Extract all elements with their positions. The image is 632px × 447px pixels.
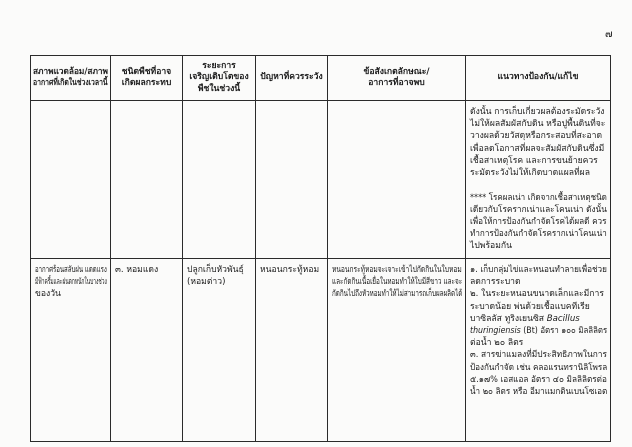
cell-environment (31, 259, 111, 442)
text-line: วางผลด้วยวัสดุหรือกระสอบที่สะอาด (470, 131, 603, 142)
text-line (470, 325, 608, 337)
scientific-name: thuringiensis (470, 326, 521, 337)
text-line: ทำการป้องกันกำจัดโรครากเน่าโคนเน่า (470, 229, 607, 240)
header-line: ข้อสังเกตลักษณะ/ (363, 66, 430, 77)
header-growth-stage (183, 56, 256, 101)
cell-prevention (466, 101, 611, 259)
header-row (31, 56, 611, 101)
header-line: ชนิดพืชที่อาจ (121, 66, 172, 77)
text-line: **** โรคผลเน่า เกิดจากเชื้อสาเหตุชนิด (470, 192, 607, 203)
text-line: ๕.๑๗% เอสแอล อัตรา ๔๐ มิลลิลิตรต่อ (470, 374, 607, 385)
text-line: ๑. เก็บกลุ่มไข่และหนอนทำลายเพื่อช่วย (470, 265, 607, 275)
paragraph (470, 192, 607, 253)
header-line: เกิดผลกระทบ (121, 78, 172, 88)
cell-prevention (466, 259, 611, 442)
header-line: ปัญหาที่ควรระวัง (260, 72, 323, 83)
cell-problem (256, 101, 328, 259)
header-line: แนวทางป้องกัน/แก้ไข (497, 72, 579, 83)
table-row (31, 101, 611, 259)
text-line: อากาศร้อนสลับฝน แดดแรง (35, 265, 107, 275)
text-line: มีฟ้าครึ้มและฝนตกหนักในบางช่วง (35, 277, 107, 288)
header-crop (111, 56, 183, 101)
cell-symptoms (328, 259, 466, 442)
text-line: ลดการระบาด (470, 277, 521, 288)
header-environment (31, 56, 111, 101)
scientific-name: Bacillus (546, 313, 580, 324)
paragraph (470, 106, 607, 179)
text-line: ไปพร้อมกัน (470, 241, 512, 252)
text-span: บาซิลลัส ทูริงเยนซิส (470, 313, 545, 324)
text-line: ต่อน้ำ ๒๐ ลิตร (470, 338, 524, 349)
cell-crop (111, 101, 183, 259)
text-span: (Bt) อัตรา ๑๐๐ มิลลิลิตร (523, 326, 608, 337)
header-prevention (466, 56, 611, 101)
header-line: ระยะการ (202, 60, 236, 71)
text-line: ระมัดระวังไม่ให้เกิดบาดแผลที่ผล (470, 168, 590, 179)
text-line: น้ำ ๒๐ ลิตร หรือ อีมาแมกตินเบนโซเอต (470, 387, 608, 398)
text-line: ๓. หอมแดง (115, 265, 159, 275)
text-line: ของวัน (35, 289, 61, 300)
text-line: เพื่อให้การป้องกันกำจัดโรคได้ผลดี ควร (470, 217, 607, 228)
text-line: เชื้อสาเหตุโรค และการขนย้ายควร (470, 155, 598, 166)
cell-symptoms (328, 101, 466, 259)
table-row (31, 259, 611, 442)
text-line: ๓. สารฆ่าแมลงที่มีประสิทธิภาพในการ (470, 350, 607, 361)
header-symptoms (328, 56, 466, 101)
text-line: ๒. ในระยะหนอนขนาดเล็กและมีการ (470, 289, 604, 300)
header-line: พืชในช่วงนี้ (197, 83, 241, 94)
text-line: (หอมต่าว) (187, 277, 226, 288)
page-number: ๗ (605, 29, 613, 40)
text-line: ป้องกันกำจัด เช่น คลอแรนทรานิลิโพรล (470, 362, 608, 373)
text-line: หนอนกระทู้หอม (260, 265, 320, 275)
crop-advisory-table (30, 55, 611, 442)
header-line: สภาพแวดล้อม/สภาพ (33, 66, 108, 77)
text-line: เดียวกับโรครากเน่าและโคนเน่า ดังนั้น (470, 204, 607, 215)
text-line: หนอนกระทู้หอมจะเจาะเข้าไปกัดกินในใบหอม (332, 265, 462, 275)
cell-environment (31, 101, 111, 259)
cell-problem (256, 259, 328, 442)
text-line: ไม่ให้ผลสัมผัสกับดิน หรือปูพื้นดินที่จะ (470, 119, 606, 130)
header-line: เจริญเติบโตของ (189, 72, 249, 83)
cell-growth-stage (183, 101, 256, 259)
header-line: อาการที่อาจพบ (368, 78, 425, 88)
text-line (470, 313, 607, 325)
text-line: และกัดกินเนื้อเยื่อในหอมทำให้ใบมีสีขาว และจะ (332, 277, 463, 288)
text-line: ดังนั้น การเก็บเกี่ยวผลต้องระมัดระวัง (470, 107, 605, 117)
header-line: อากาศที่เกิดในช่วงเวลานี้ (33, 78, 108, 88)
text-line: กัดกินไปถึงหัวหอมทำให้ไม่สามารถเก็บผลผลิตได้ (332, 289, 463, 300)
header-problem (256, 56, 328, 101)
cell-growth-stage (183, 259, 256, 442)
text-line: ปลูกเก็บหัวพันธุ์ (187, 265, 244, 275)
cell-crop (111, 259, 183, 442)
text-line: เพื่อลดโอกาสที่ผลจะสัมผัสกับดินซึ่งมี (470, 143, 605, 154)
text-line: ระบาดน้อย พ่นด้วยเชื้อแบคทีเรีย (470, 301, 590, 312)
